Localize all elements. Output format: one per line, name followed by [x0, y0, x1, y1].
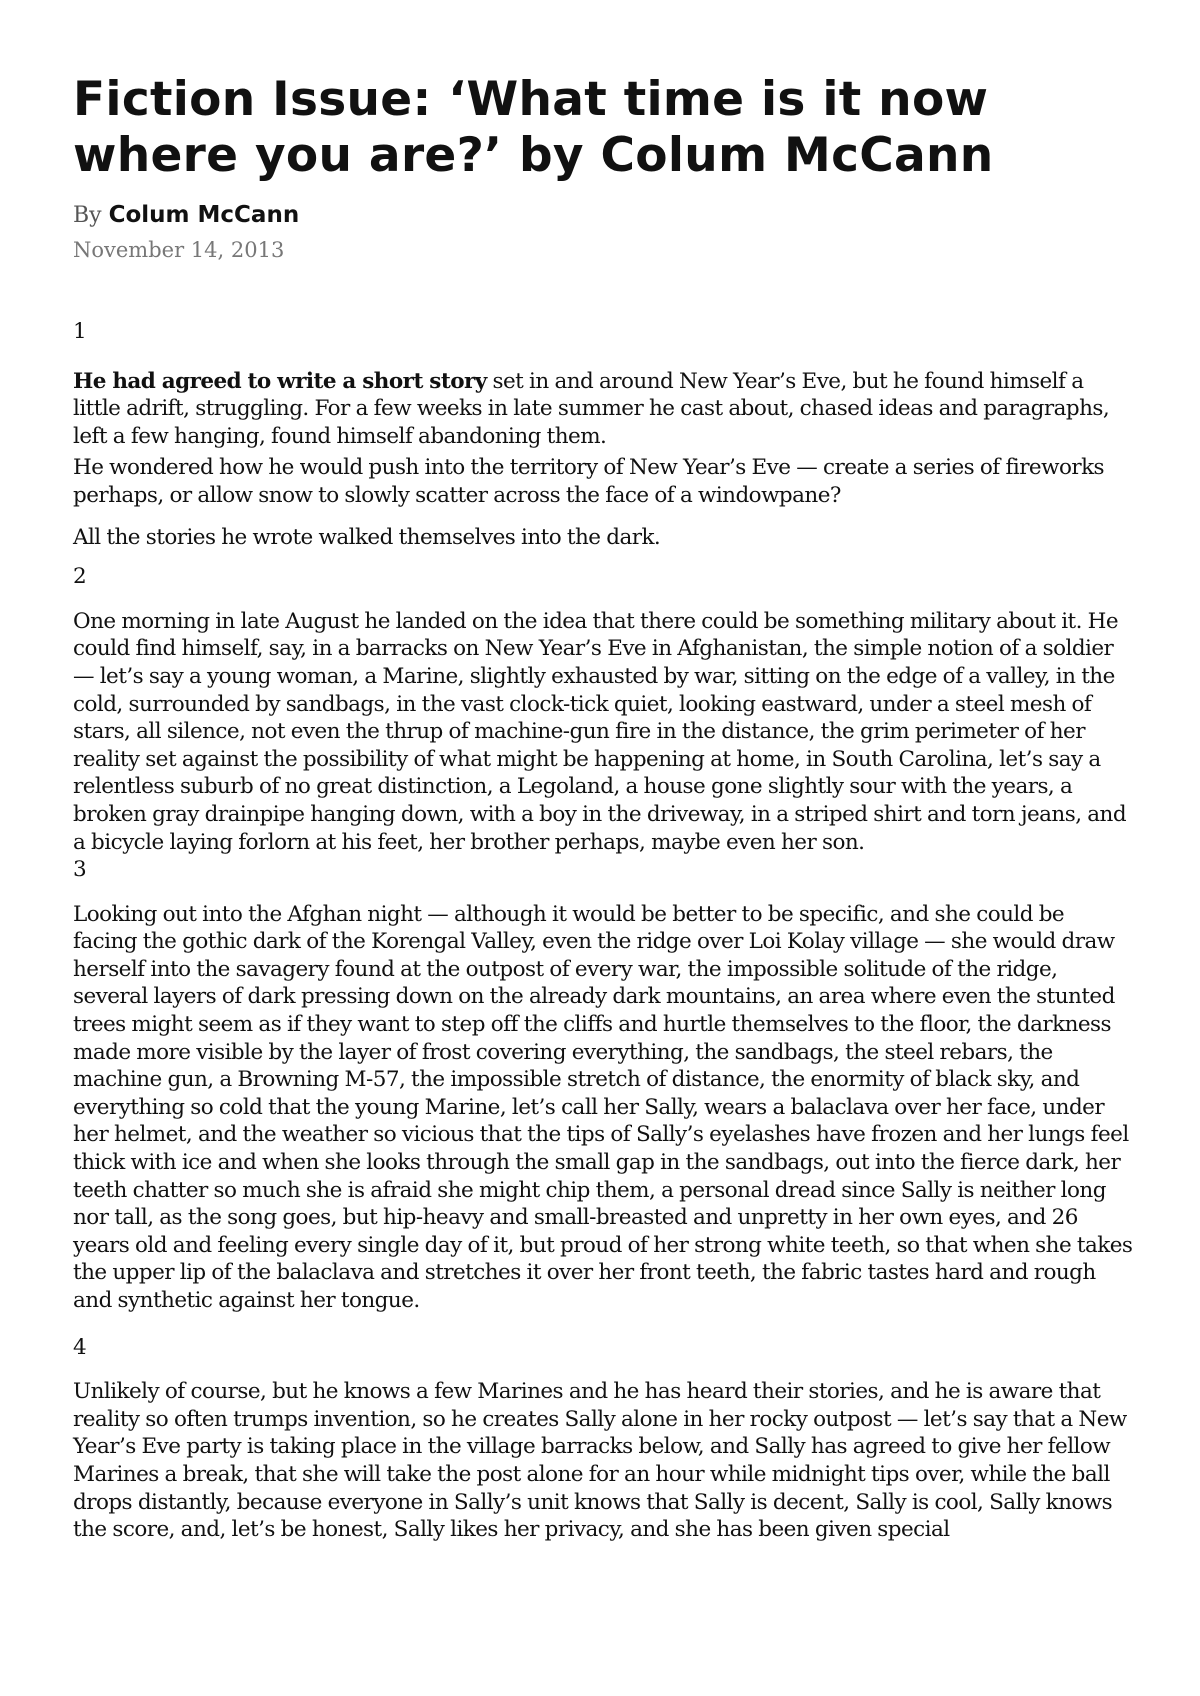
paragraph: One morning in late August he landed on the idea that there could be something military about it. He could find himself, say, in a barracks on New Year’s Eve in Afghanistan, the simple notion of a soldier — let’s say a young woman, a Marine, slightly exhausted by war, sitting on the edge of a valley, in the cold, surrounded by sandbags, in the vast clock-tick quiet, looking eastward, under a steel mesh of stars, all silence, not even the thrup of machine-gun fire in the distance, the grim perimeter of her reality set against the possibility of what might be happening at home, in South Carolina, let’s say a relentless suburb of no great distinction, a Legoland, a house gone slightly sour with the years, a broken gray drainpipe hanging down, with a boy in the driveway, in a striped shirt and torn jeans, and a bicycle laying forlorn at his feet, her brother perhaps, maybe even her son.: [73, 608, 1127, 855]
byline: [73, 202, 1133, 236]
paragraph: All the stories he wrote walked themselves into the dark.: [73, 524, 661, 550]
author-link[interactable]: Colum McCann: [108, 202, 300, 228]
section-number: 3: [73, 857, 87, 883]
paragraph-text: set in and around New Year’s Eve, but he found himself a little adrift, struggling. For a few weeks in late summer he cast about, chased ideas and paragraphs, left a few hanging, found himself abandoning them.: [73, 368, 1110, 449]
section-number: 4: [73, 1334, 87, 1360]
lead-in: He had agreed to write a short story: [73, 368, 487, 394]
section-number: 1: [73, 319, 87, 344]
publish-date: November 14, 2013: [73, 238, 285, 262]
section-number: 2: [73, 564, 87, 590]
byline-prefix: By: [73, 203, 102, 228]
paragraph: Looking out into the Afghan night — although it would be better to be specific, and she could be facing the gothic dark of the Korengal Valley, even the ridge over Loi Kolay village — she would draw herself into the savagery found at the outpost of every war, the impossible solitude of the ridge, several layers of dark pressing down on the already dark mountains, an area where even the stunted trees might seem as if they want to step off the cliffs and hurtle themselves to the floor, the darkness made more visible by the layer of frost covering everything, the sandbags, the steel rebars, the machine gun, a Browning M-57, the impossible stretch of distance, the enormity of black sky, and everything so cold that the young Marine, let’s call her Sally, wears a balaclava over her face, under her helmet, and the weather so vicious that the tips of Sally’s eyelashes have frozen and her lungs feel thick with ice and when she looks through the small gap in the sandbags, out into the fierce dark, her teeth chatter so much she is afraid she might chip them, a personal dread since Sally is neither long nor tall, as the song goes, but hip-heavy and small-breasted and unpretty in her own eyes, and 26 years old and feeling every single day of it, but proud of her strong white teeth, so that when she takes the upper lip of the balaclava and stretches it over her front teeth, the fabric tastes hard and rough and synthetic against her tongue.: [73, 901, 1133, 1313]
article: [73, 72, 1133, 1544]
article-body: [73, 268, 1133, 1544]
article-title: Fiction Issue: ‘What time is it now where you are?’ by Colum McCann: [73, 72, 994, 183]
paragraph: He wondered how he would push into the territory of New Year’s Eve — create a series of fireworks perhaps, or allow snow to slowly scatter across the face of a windowpane?: [73, 455, 1105, 508]
paragraph: Unlikely of course, but he knows a few Marines and he has heard their stories, and he is aware that reality so often trumps invention, so he creates Sally alone in her rocky outpost — let’s say that a New Year’s Eve party is taking place in the village barracks below, and Sally has agreed to give her fellow Marines a break, that she will take the post alone for an hour while midnight tips over, while the ball drops distantly, because everyone in Sally’s unit knows that Sally is decent, Sally is cool, Sally knows the score, and, let’s be honest, Sally likes her privacy, and she has been given special: [73, 1379, 1127, 1543]
paragraph: [73, 368, 1133, 451]
